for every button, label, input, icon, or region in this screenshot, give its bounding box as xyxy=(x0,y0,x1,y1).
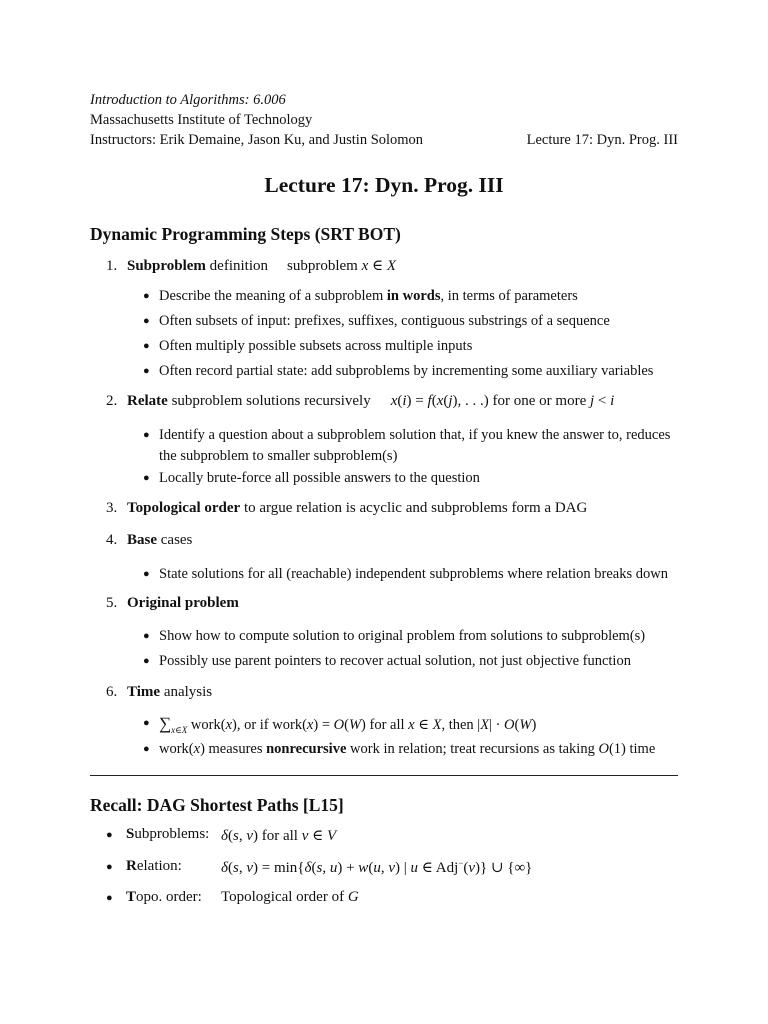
list-item: ● Possibly use parent pointers to recover actual solution, not just objective function xyxy=(143,651,631,672)
bullet-icon: ● xyxy=(106,892,113,904)
bullet-icon: ● xyxy=(143,717,150,729)
step-2-math: x(i) = f(x(j), . . .) for one or more j < i xyxy=(390,393,615,409)
section-divider xyxy=(90,775,678,776)
step-4: 4. Base cases xyxy=(106,532,193,548)
header-lecture: Lecture 17: Dyn. Prog. III xyxy=(526,132,678,148)
bullet-icon: ● xyxy=(143,568,150,580)
step-1: 1. Subproblem definition subproblem x ∈ X xyxy=(106,258,397,274)
section-heading-srtbot: Dynamic Programming Steps (SRT BOT) xyxy=(90,224,401,244)
course-name: Introduction to Algorithms: 6.006 xyxy=(90,92,286,108)
list-item: ● State solutions for all (reachable) independent subproblems where relation breaks down xyxy=(143,564,668,585)
step-2: 2. Relate subproblem solutions recursively x(i) = f(x(j), . . .) for one or more j < i xyxy=(106,393,615,409)
page-title: Lecture 17: Dyn. Prog. III xyxy=(264,173,504,197)
bullet-icon: ● xyxy=(143,365,150,377)
list-item: ● Describe the meaning of a subproblem in words, in terms of parameters xyxy=(143,286,578,307)
step-5: 5. Original problem xyxy=(106,595,239,611)
step-1-math: subproblem x ∈ X xyxy=(287,258,397,274)
list-item: ● Show how to compute solution to original problem from solutions to subproblem(s) xyxy=(143,626,645,647)
bullet-icon: ● xyxy=(143,743,150,755)
step-3: 3. Topological order to argue relation is acyclic and subproblems form a DAG xyxy=(106,500,588,516)
list-item: ● Often subsets of input: prefixes, suffixes, contiguous substrings of a sequence xyxy=(143,311,610,332)
step-1-term: Subproblem xyxy=(127,258,206,274)
bullet-icon: ● xyxy=(143,429,150,441)
list-item: ● Locally brute-force all possible answers to the question xyxy=(143,468,480,489)
bullet-icon: ● xyxy=(106,829,113,841)
header-row xyxy=(90,130,678,150)
instructors: Instructors: Erik Demaine, Jason Ku, and Justin Solomon xyxy=(90,132,424,148)
section-heading-recall: Recall: DAG Shortest Paths [L15] xyxy=(90,795,344,815)
bullet-icon: ● xyxy=(143,315,150,327)
bullet-icon: ● xyxy=(143,340,150,352)
bullet-icon: ● xyxy=(143,290,150,302)
list-item: ● Identify a question about a subproblem solution that, if you knew the answer to, reduces the subproblem to smaller subproblem(s) xyxy=(143,427,671,464)
list-item: ● $\sum_{x\in X}$ work(x), or if work(x) = O(W) for all x ∈ X, then |X| · O(W) xyxy=(143,714,537,735)
document-header xyxy=(90,90,678,150)
bullet-icon: ● xyxy=(143,472,150,484)
bullet-icon: ● xyxy=(143,655,150,667)
institute-name: Massachusetts Institute of Technology xyxy=(90,112,313,128)
step-6: 6. Time analysis xyxy=(106,684,213,700)
bullet-icon: ● xyxy=(143,630,150,642)
list-item: ● Often multiply possible subsets across multiple inputs xyxy=(143,336,472,357)
list-item: ● Often record partial state: add subproblems by incrementing some auxiliary variables xyxy=(143,361,653,382)
list-item: ● work(x) measures nonrecursive work in relation; treat recursions as taking O(1) time xyxy=(143,739,655,760)
bullet-icon: ● xyxy=(106,861,113,873)
